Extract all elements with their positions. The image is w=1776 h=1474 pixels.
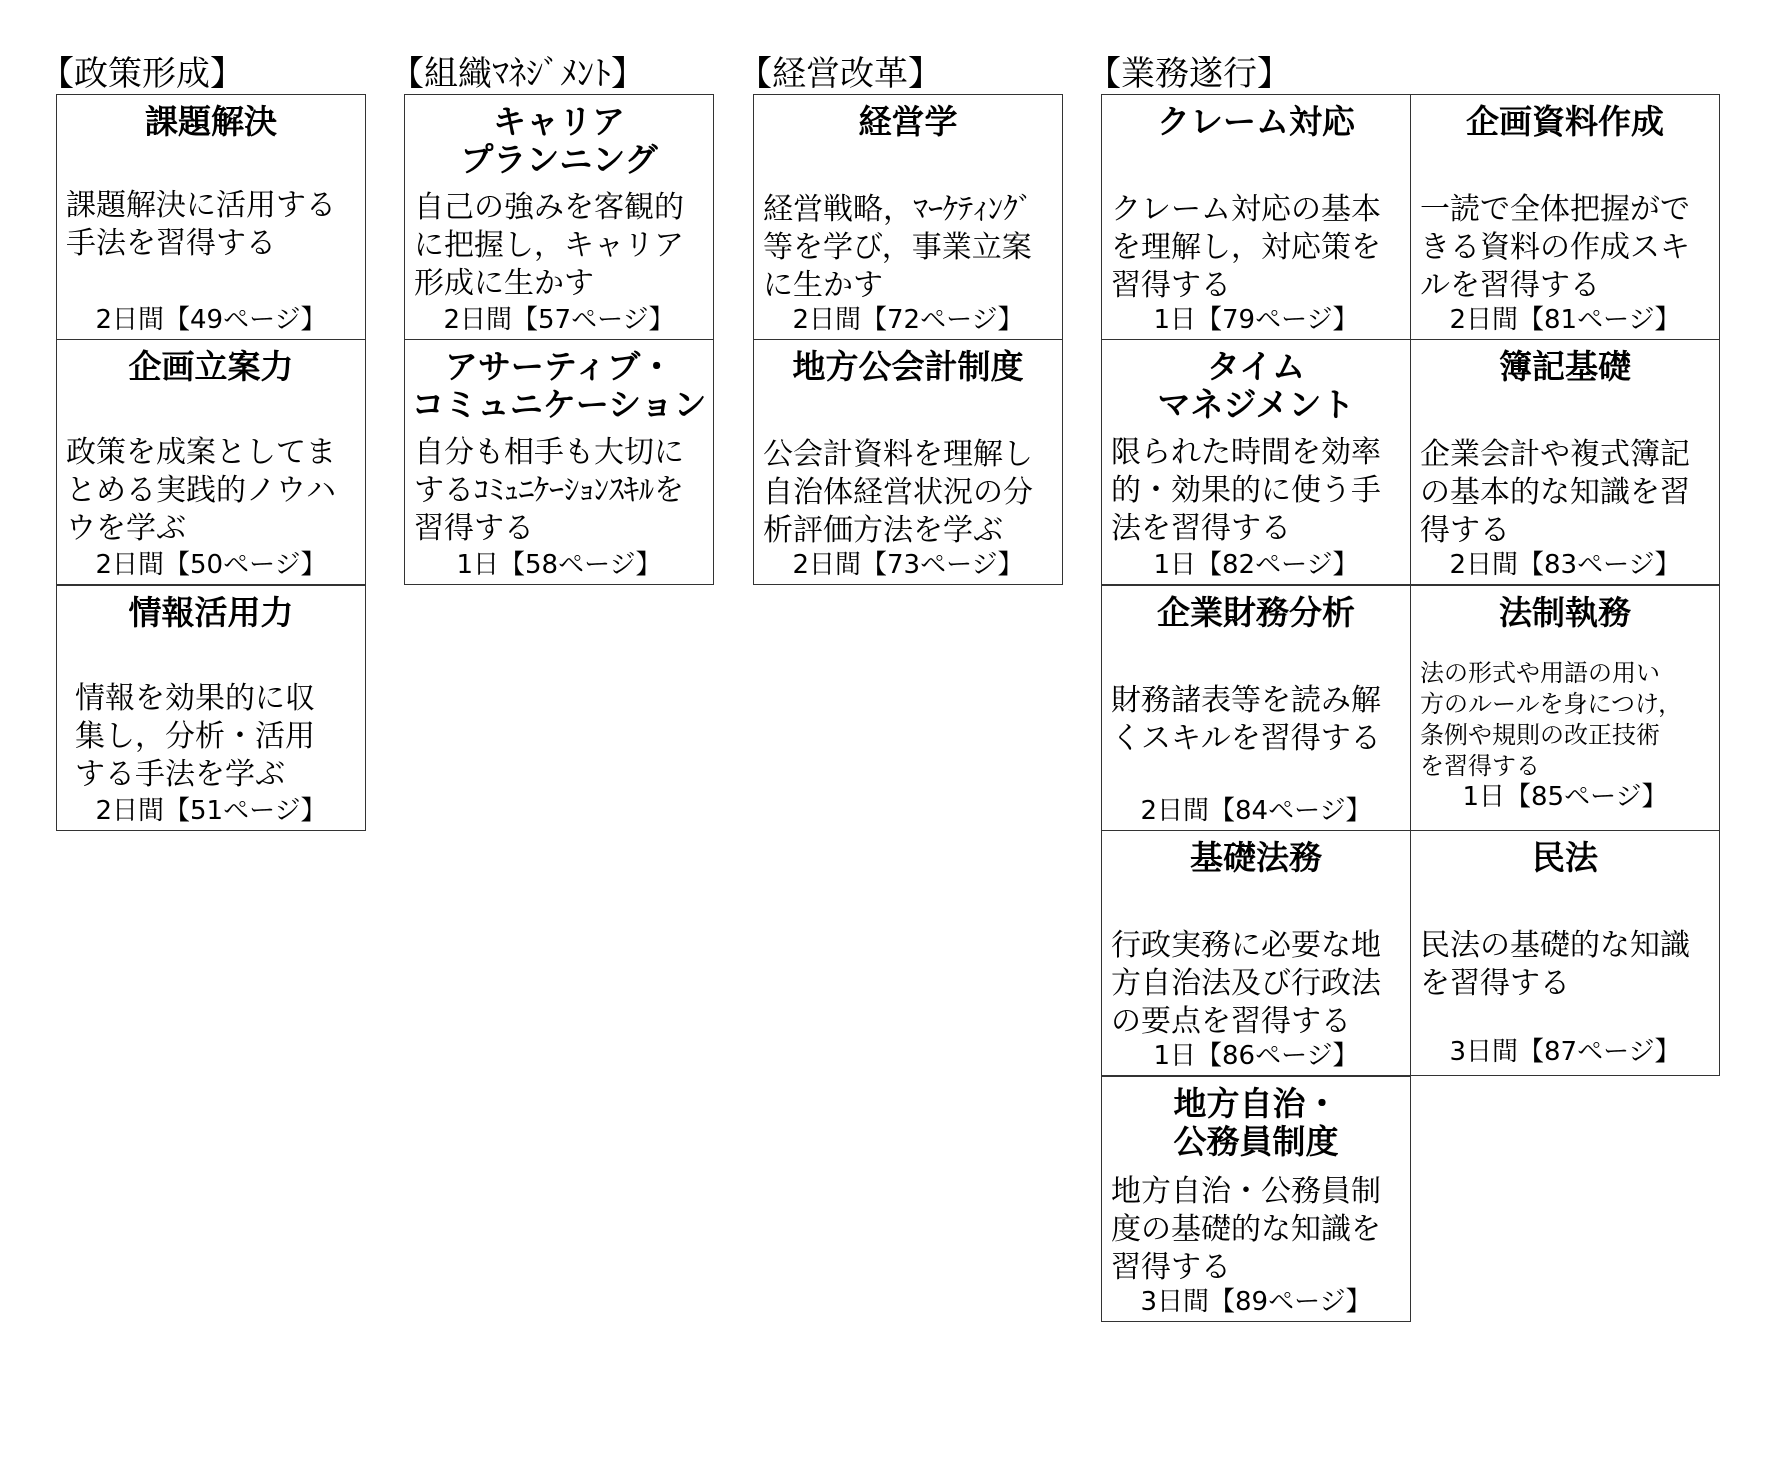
course-duration: 3日間【89ページ】	[1140, 1287, 1372, 1317]
course-card-basic-legal-affairs[interactable]	[1101, 830, 1411, 1076]
course-duration: 1日【58ページ】	[456, 550, 662, 580]
course-title: タイム マネジメント	[1157, 347, 1355, 424]
course-title: アサーティブ・ コミュニケーション	[411, 347, 707, 424]
course-duration: 1日【85ページ】	[1462, 782, 1668, 812]
course-card-planning-documents[interactable]	[1410, 94, 1720, 340]
course-card-information-use[interactable]	[56, 585, 366, 831]
course-card-local-autonomy[interactable]	[1101, 1076, 1411, 1322]
course-description: 自己の強みを客観的 に把握し，キャリア 形成に生かす	[414, 190, 684, 301]
course-description: 情報を効果的に収 集し，分析・活用 する手法を学ぶ	[75, 681, 315, 792]
course-description: 地方自治・公務員制 度の基礎的な知識を 習得する	[1111, 1174, 1381, 1285]
course-title: クレーム対応	[1157, 102, 1355, 141]
category-heading-policy: 【政策形成】	[40, 54, 244, 94]
course-description: 企業会計や複式簿記 の基本的な知識を習 得する	[1420, 437, 1690, 548]
course-card-public-accounting[interactable]	[753, 339, 1063, 585]
course-duration: 1日【79ページ】	[1153, 305, 1359, 335]
course-duration: 2日間【51ページ】	[95, 796, 327, 826]
course-description: 法の形式や用語の用い 方のルールを身につけ， 条例や規則の改正技術 を習得する	[1420, 659, 1683, 780]
course-description: 行政実務に必要な地 方自治法及び行政法 の要点を習得する	[1111, 928, 1381, 1039]
course-title: 企画資料作成	[1466, 102, 1664, 141]
course-duration: 2日間【57ページ】	[443, 305, 675, 335]
course-description: 財務諸表等を読み解 くスキルを習得する	[1111, 683, 1381, 756]
course-duration: 2日間【72ページ】	[792, 305, 1024, 335]
course-duration: 2日間【84ページ】	[1140, 796, 1372, 826]
course-title: キャリア プランニング	[460, 102, 658, 179]
course-description: クレーム対応の基本 を理解し，対応策を 習得する	[1111, 192, 1381, 303]
course-title: 基礎法務	[1190, 838, 1322, 877]
course-title: 地方公会計制度	[792, 347, 1024, 386]
course-description: 課題解決に活用する 手法を習得する	[66, 188, 336, 261]
course-duration: 2日間【49ページ】	[95, 305, 327, 335]
category-heading-business-execution: 【業務遂行】	[1087, 54, 1291, 94]
course-description: 経営戦略，ﾏｰｹﾃｨﾝｸﾞ 等を学び，事業立案 に生かす	[763, 192, 1033, 303]
course-duration: 1日【82ページ】	[1153, 550, 1359, 580]
course-duration: 2日間【50ページ】	[95, 550, 327, 580]
course-card-career-planning[interactable]	[404, 94, 714, 340]
course-title: 地方自治・ 公務員制度	[1173, 1084, 1339, 1161]
course-description: 政策を成案としてま とめる実践的ノウハ ウを学ぶ	[66, 435, 336, 546]
course-card-complaint-handling[interactable]	[1101, 94, 1411, 340]
course-card-assertive-communication[interactable]	[404, 339, 714, 585]
course-card-planning[interactable]	[56, 339, 366, 585]
course-title: 法制執務	[1499, 593, 1631, 632]
course-card-corporate-finance[interactable]	[1101, 585, 1411, 831]
course-title: 企画立案力	[128, 347, 294, 386]
course-description: 限られた時間を効率 的・効果的に使う手 法を習得する	[1111, 435, 1381, 546]
course-duration: 2日間【83ページ】	[1449, 550, 1681, 580]
course-card-bookkeeping-basics[interactable]	[1410, 339, 1720, 585]
course-description: 自分も相手も大切に するｺﾐｭﾆｹｰｼｮﾝｽｷﾙを 習得する	[414, 435, 684, 546]
course-card-time-management[interactable]	[1101, 339, 1411, 585]
course-duration: 2日間【81ページ】	[1449, 305, 1681, 335]
course-card-management-studies[interactable]	[753, 94, 1063, 340]
course-duration: 2日間【73ページ】	[792, 550, 1024, 580]
course-card-problem-solving[interactable]	[56, 94, 366, 340]
course-title: 民法	[1532, 838, 1598, 877]
course-duration: 3日間【87ページ】	[1449, 1037, 1681, 1067]
course-title: 情報活用力	[128, 593, 294, 632]
course-title: 簿記基礎	[1499, 347, 1631, 386]
category-heading-org-management: 【組織ﾏﾈｼﾞﾒﾝﾄ】	[390, 54, 645, 94]
course-title: 経営学	[858, 102, 958, 141]
course-description: 公会計資料を理解し 自治体経営状況の分 析評価方法を学ぶ	[763, 437, 1033, 548]
category-heading-management-reform: 【経営改革】	[738, 54, 942, 94]
course-duration: 1日【86ページ】	[1153, 1041, 1359, 1071]
course-description: 民法の基礎的な知識 を習得する	[1420, 928, 1690, 1001]
course-title: 企業財務分析	[1157, 593, 1355, 632]
course-title: 課題解決	[145, 102, 277, 141]
course-card-civil-law[interactable]	[1410, 830, 1720, 1076]
course-description: 一読で全体把握がで きる資料の作成スキ ルを習得する	[1420, 192, 1690, 303]
course-card-legislative-drafting[interactable]	[1410, 585, 1720, 831]
